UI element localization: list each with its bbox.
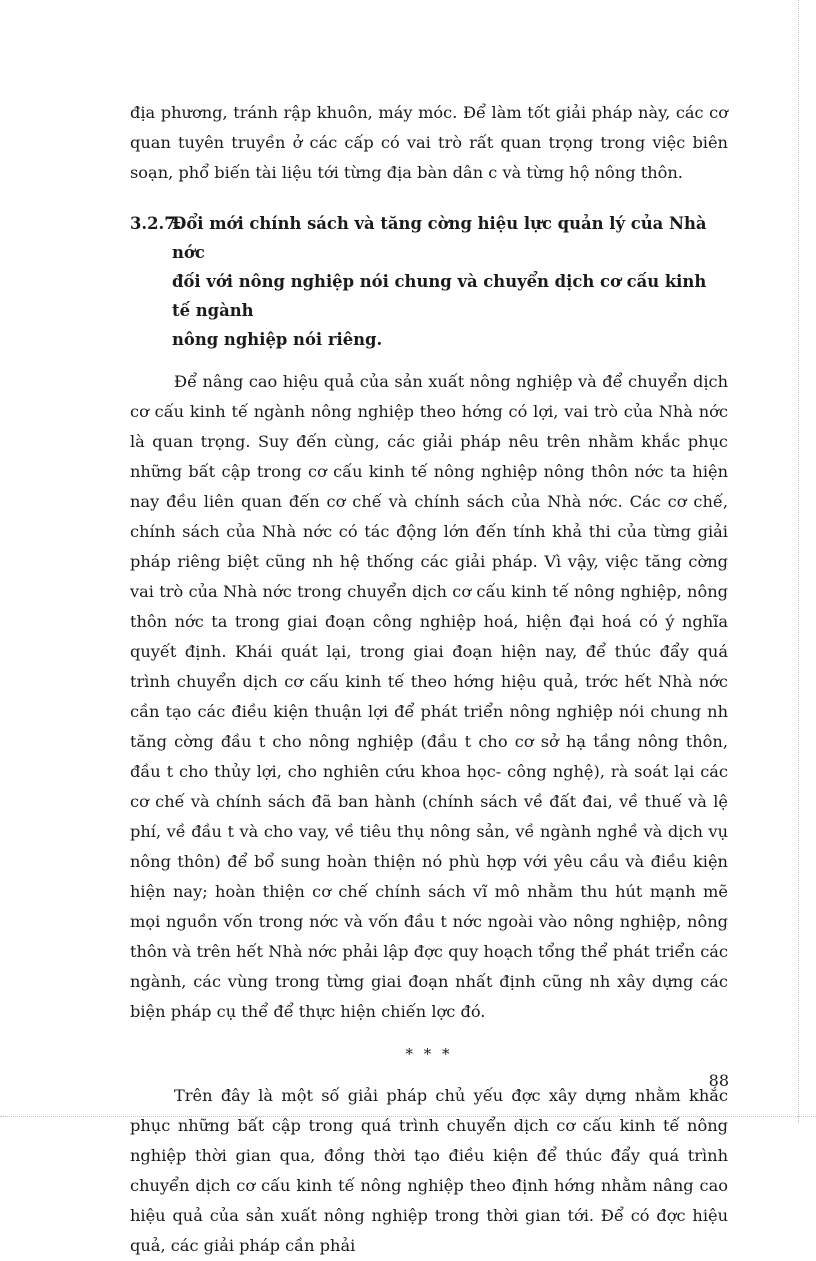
page-number: 88 <box>708 1071 729 1090</box>
section-separator: * * * <box>405 1045 453 1063</box>
page-border-right <box>798 0 799 1123</box>
section-title-line: nông nghiệp nói riêng. <box>172 330 383 349</box>
section-number: 3.2.7. <box>130 214 182 233</box>
top-paragraph: địa phương, tránh rập khuôn, máy móc. Để làm tốt giải pháp này, các cơ quan tuyên truyền ở các cấp có vai trò rất quan trọng trong việc biên soạn, phổ biến tài liệu tới từng địa bàn dân c và từng hộ nông thôn. <box>130 103 728 182</box>
final-paragraph: Trên đây là một số giải pháp chủ yếu đợc xây dựng nhằm khắc phục những bất cập trong quá trình chuyển dịch cơ cấu kinh tế nông nghiệp thời gian qua, đồng thời tạo điều kiện để thúc đẩy quá trình chuyển dịch cơ cấu kinh tế nông nghiệp theo định hớng nhằm nâng cao hiệu quả của sản xuất nông nghiệp trong thời gian tới. Để có đợc hiệu quả, các giải pháp cần phải <box>130 1086 729 1255</box>
document-body <box>130 98 728 1261</box>
section-title-line: Đổi mới chính sách và tăng cờng hiệu lực quản lý của Nhà nớc <box>172 214 707 262</box>
section-heading <box>130 209 728 354</box>
section-title-line: đối với nông nghiệp nói chung và chuyển dịch cơ cấu kinh tế ngành <box>172 272 707 320</box>
main-paragraph: Để nâng cao hiệu quả của sản xuất nông nghiệp và để chuyển dịch cơ cấu kinh tế ngành nông nghiệp theo hớng có lợi, vai trò của Nhà nớc là quan trọng. Suy đến cùng, các giải pháp nêu trên nhằm khắc phục những bất cập trong cơ cấu kinh tế nông nghiệp nông thôn nớc ta hiện nay đều liên quan đến cơ chế và chính sách của Nhà nớc. Các cơ chế, chính sách của Nhà nớc có tác động lớn đến tính khả thi của từng giải pháp riêng biệt cũng nh hệ thống các giải pháp. Vì vậy, việc tăng cờng vai trò của Nhà nớc trong chuyển dịch cơ cấu kinh tế nông nghiệp, nông thôn nớc ta trong giai đoạn công nghiệp hoá, hiện đại hoá có ý nghĩa quyết định. Khái quát lại, trong giai đoạn hiện nay, để thúc đẩy quá trình chuyển dịch cơ cấu kinh tế theo hớng hiệu quả, trớc hết Nhà nớc cần tạo các điều kiện thuận lợi để phát triển nông nghiệp nói chung nh tăng cờng đầu t cho nông nghiệp (đầu t cho cơ sở hạ tầng nông thôn, đầu t cho thủy lợi, cho nghiên cứu khoa học- công nghệ), rà soát lại các cơ chế và chính sách đã ban hành (chính sách về đất đai, về thuế và lệ phí, về đầu t và cho vay, về tiêu thụ nông sản, về ngành nghề và dịch vụ nông thôn) để bổ sung hoàn thiện nó phù hợp với yêu cầu và điều kiện hiện nay; hoàn thiện cơ chế chính sách vĩ mô nhằm thu hút mạnh mẽ mọi nguồn vốn trong nớc và vốn đầu t nớc ngoài vào nông nghiệp, nông thôn và trên hết Nhà nớc phải lập đợc quy hoạch tổng thể phát triển các ngành, các vùng trong từng giai đoạn nhất định cũng nh xây dựng các biện pháp cụ thể để thực hiện chiến lợc đó. <box>130 372 729 1021</box>
